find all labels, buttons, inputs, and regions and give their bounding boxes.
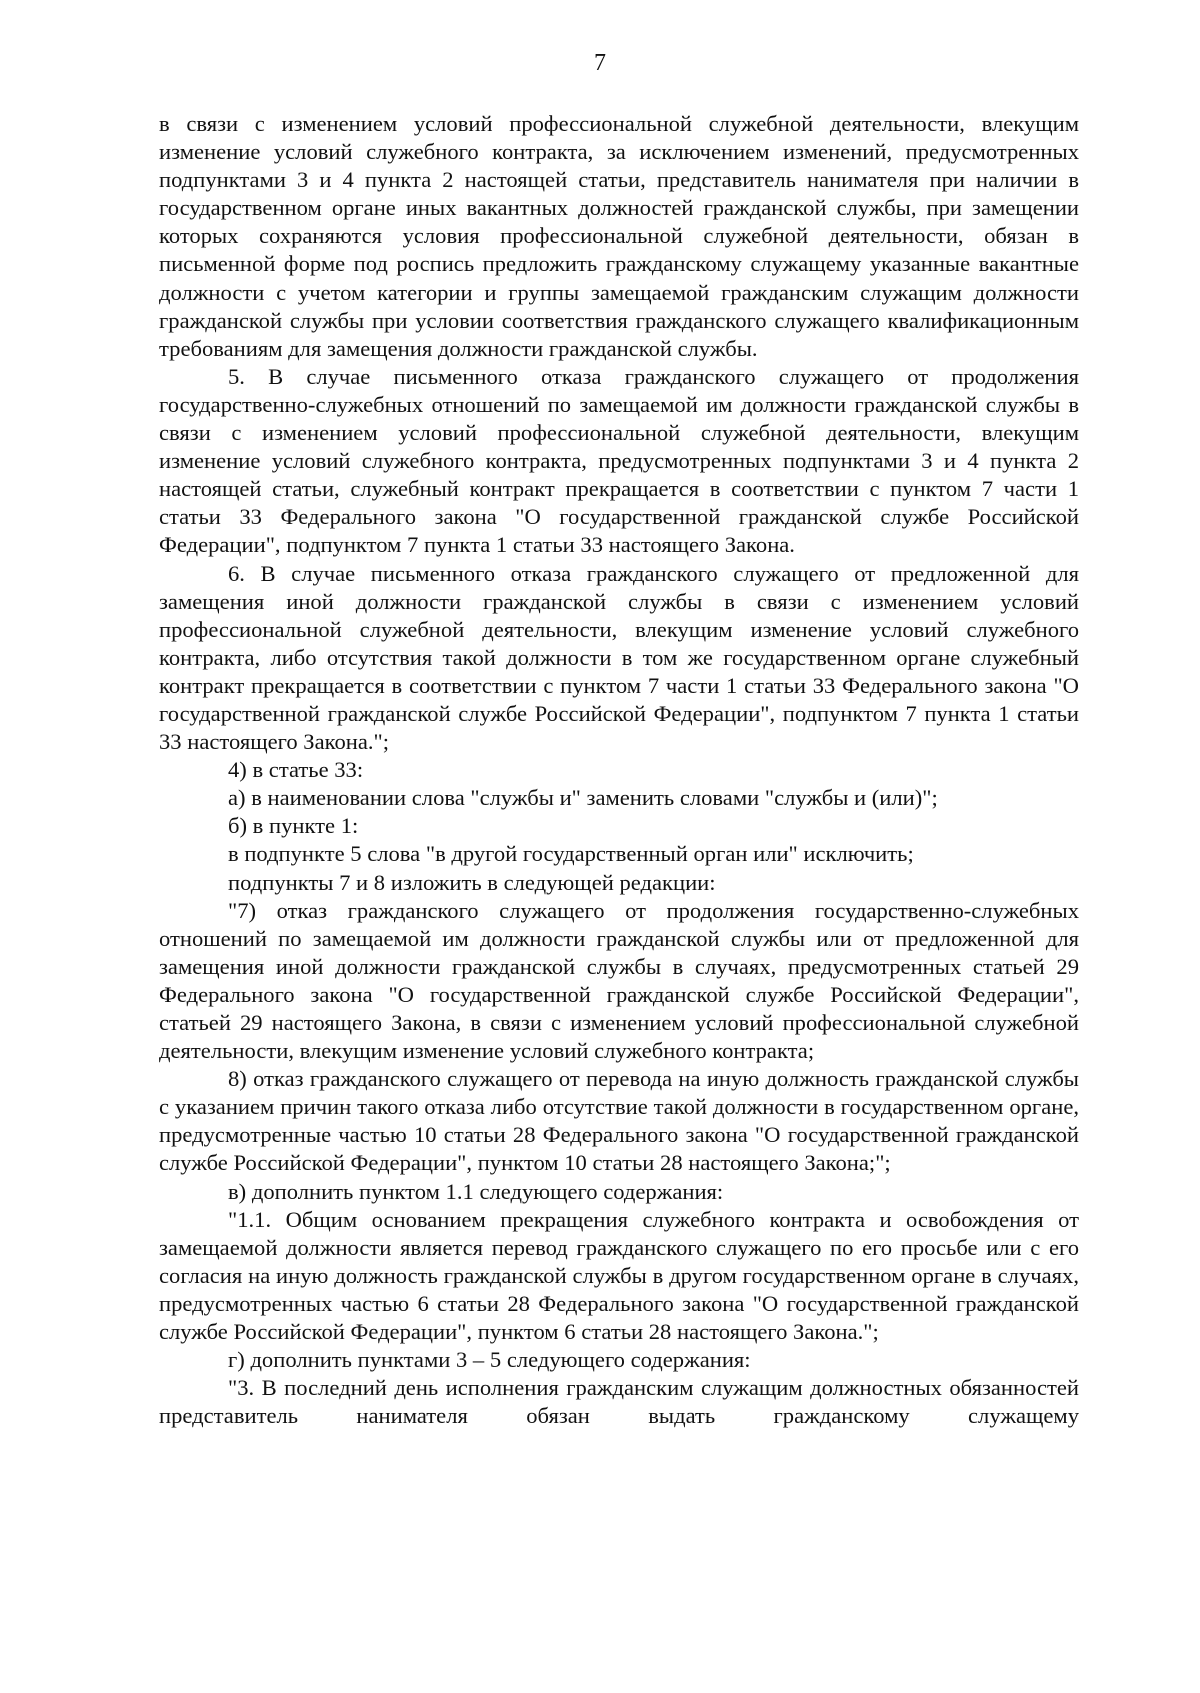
paragraph: в связи с изменением условий профессиональной служебной деятельности, влекущим изменение условий служебного контракта, за исключением изменений, предусмотренных подпунктами 3 и 4 пункта 2 настоящей статьи, представитель нанимателя при наличии в государственном органе иных вакантных должностей гражданской службы, при замещении которых сохраняются условия профессиональной служебной деятельности, обязан в письменной форме под роспись предложить гражданскому служащему указанные вакантные должности с учетом категории и группы замещаемой гражданским служащим должности гражданской службы при условии соответствия гражданского служащего квалификационным требованиям для замещения должности гражданской службы. bbox=[159, 111, 1079, 361]
paragraph: 8) отказ гражданского служащего от перевода на иную должность гражданской службы с указанием причин такого отказа либо отсутствие такой должности в государственном органе, предусмотренные частью 10 статьи 28 Федерального закона "О государственной гражданской службе Российской Федерации", пунктом 10 статьи 28 настоящего Закона;"; bbox=[159, 1066, 1079, 1176]
paragraph: б) в пункте 1: bbox=[228, 813, 359, 839]
paragraph: в) дополнить пунктом 1.1 следующего содержания: bbox=[228, 1178, 724, 1204]
paragraph: "3. В последний день исполнения гражданским служащим должностных обязанностей представитель нанимателя обязан выдать гражданскому служащему bbox=[159, 1375, 1079, 1429]
paragraph: г) дополнить пунктами 3 – 5 следующего содержания: bbox=[228, 1347, 751, 1373]
paragraph: 6. В случае письменного отказа гражданского служащего от предложенной для замещения иной должности гражданской службы в связи с изменением условий профессиональной служебной деятельности, влекущим изменение условий служебного контракта, либо отсутствия такой должности в том же государственном органе служебный контракт прекращается в соответствии с пунктом 7 части 1 статьи 33 Федерального закона "О государственной гражданской службе Российской Федерации", подпунктом 7 пункта 1 статьи 33 настоящего Закона."; bbox=[159, 560, 1079, 755]
paragraph: 4) в статье 33: bbox=[228, 757, 364, 783]
page-number: 7 bbox=[594, 50, 606, 76]
paragraph: а) в наименовании слова "службы и" заменить словами "службы и (или)"; bbox=[228, 785, 938, 811]
paragraph: в подпункте 5 слова "в другой государственный орган или" исключить; bbox=[228, 841, 914, 867]
paragraph: подпункты 7 и 8 изложить в следующей редакции: bbox=[228, 869, 716, 895]
document-body bbox=[159, 110, 1079, 1430]
paragraph: "1.1. Общим основанием прекращения служебного контракта и освобождения от замещаемой должности является перевод гражданского служащего по его просьбе или с его согласия на иную должность гражданской службы в другом государственном органе в случаях, предусмотренных частью 6 статьи 28 Федерального закона "О государственной гражданской службе Российской Федерации", пунктом 6 статьи 28 настоящего Закона."; bbox=[159, 1206, 1079, 1345]
paragraph: 5. В случае письменного отказа гражданского служащего от продолжения государственно-служебных отношений по замещаемой им должности гражданской службы в связи с изменением условий профессиональной служебной деятельности, влекущим изменение условий служебного контракта, предусмотренных подпунктами 3 и 4 пункта 2 настоящей статьи, служебный контракт прекращается в соответствии с пунктом 7 части 1 статьи 33 Федерального закона "О государственной гражданской службе Российской Федерации", подпунктом 7 пункта 1 статьи 33 настоящего Закона. bbox=[159, 363, 1079, 558]
paragraph: "7) отказ гражданского служащего от продолжения государственно-служебных отношений по замещаемой им должности гражданской службы или от предложенной для замещения иной должности гражданской службы в случаях, предусмотренных статьей 29 Федерального закона "О государственной гражданской службе Российской Федерации", статьей 29 настоящего Закона, в связи с изменением условий профессиональной служебной деятельности, влекущим изменение условий служебного контракта; bbox=[159, 897, 1079, 1064]
